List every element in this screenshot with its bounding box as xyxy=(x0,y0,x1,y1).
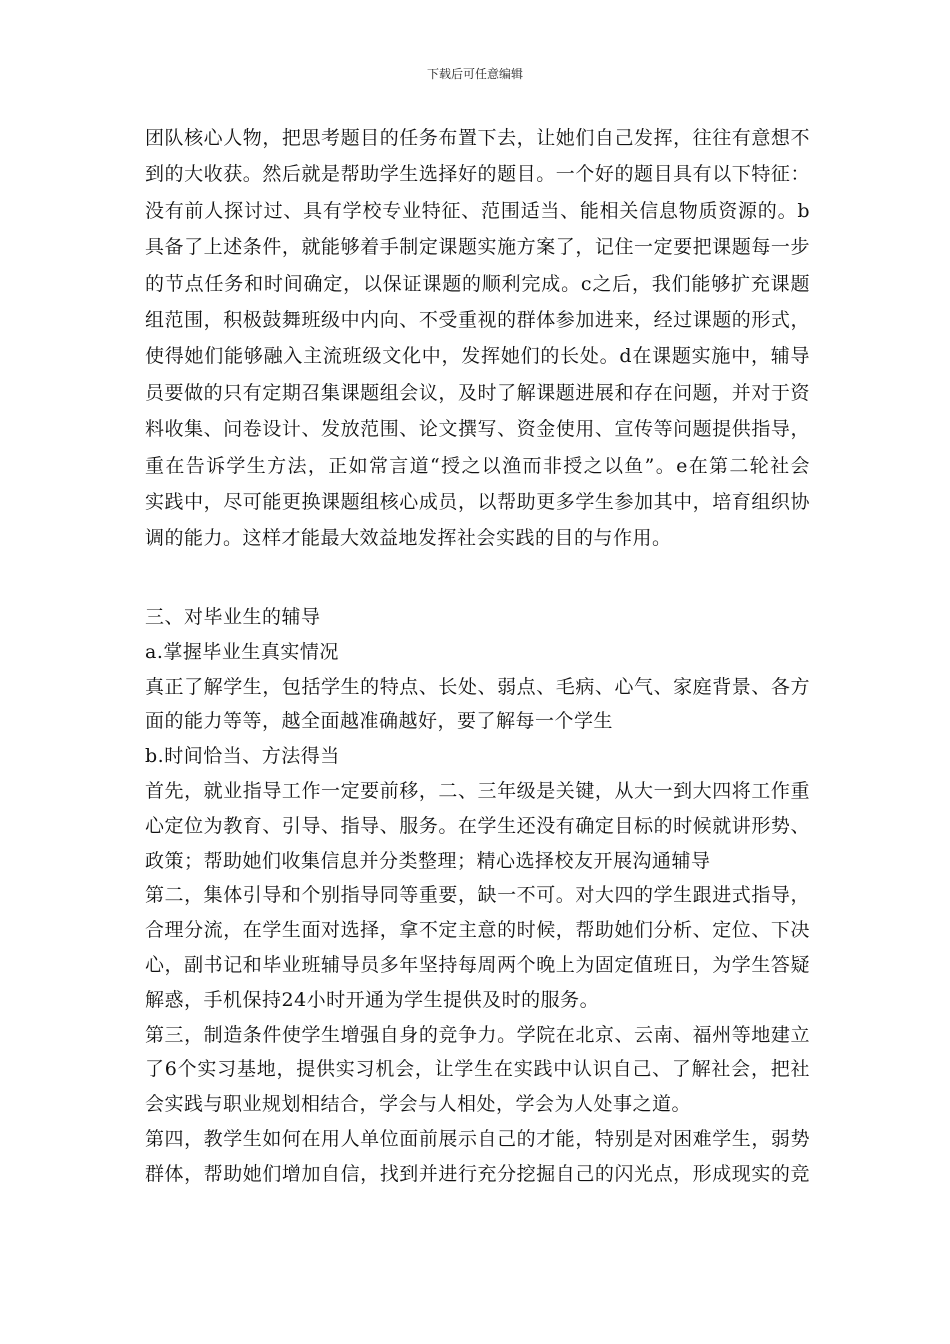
text-line: 真正了解学生，包括学生的特点、长处、弱点、毛病、心气、家庭背景、各方 xyxy=(145,675,810,698)
section-graduate-guidance xyxy=(145,600,810,1192)
text-line: 员要做的只有定期召集课题组会议，及时了解课题进展和存在问题，并对于资 xyxy=(145,381,810,404)
text-line: 心，副书记和毕业班辅导员多年坚持每周两个晚上为固定值班日，为学生答疑 xyxy=(145,953,810,976)
text-line: 料收集、问卷设计、发放范围、论文撰写、资金使用、宣传等问题提供指导， xyxy=(145,418,810,441)
text-line: 组范围，积极鼓舞班级中内向、不受重视的群体参加进来，经过课题的形式， xyxy=(145,308,810,331)
text-line: 心定位为教育、引导、指导、服务。在学生还没有确定目标的时候就讲形势、 xyxy=(145,814,810,837)
text-line: 到的大收获。然后就是帮助学生选择好的题目。一个好的题目具有以下特征： xyxy=(145,163,810,186)
text-line: 具备了上述条件，就能够着手制定课题实施方案了，记住一定要把课题每一步 xyxy=(145,236,810,259)
text-line: 实践中，尽可能更换课题组核心成员，以帮助更多学生参加其中，培育组织协 xyxy=(145,490,810,513)
text-line: 解惑，手机保持24小时开通为学生提供及时的服务。 xyxy=(145,988,600,1011)
text-line: 没有前人探讨过、具有学校专业特征、范围适当、能相关信息物质资源的。b xyxy=(145,199,810,222)
section-heading: 三、对毕业生的辅导 xyxy=(145,606,321,628)
text-line: 会实践与职业规划相结合，学会与人相处，学会为人处事之道。 xyxy=(145,1093,692,1116)
subheading: a.掌握毕业生真实情况 xyxy=(145,640,339,663)
text-line: 的节点任务和时间确定，以保证课题的顺利完成。c之后，我们能够扩充课题 xyxy=(145,272,810,295)
text-line: 使得她们能够融入主流班级文化中，发挥她们的长处。d在课题实施中，辅导 xyxy=(145,345,810,368)
paragraph-1 xyxy=(145,120,810,557)
subheading: b.时间恰当、方法得当 xyxy=(145,745,340,768)
text-line: 第三，制造条件使学生增强自身的竞争力。学院在北京、云南、福州等地建立 xyxy=(145,1023,810,1046)
text-line: 首先，就业指导工作一定要前移，二、三年级是关键，从大一到大四将工作重 xyxy=(145,779,810,802)
header-note: 下载后可任意编辑 xyxy=(426,67,523,81)
text-line: 调的能力。这样才能最大效益地发挥社会实践的目的与作用。 xyxy=(145,527,672,550)
text-line: 面的能力等等，越全面越准确越好，要了解每一个学生 xyxy=(145,710,614,733)
text-line: 了6个实习基地，提供实习机会，让学生在实践中认识自己、了解社会，把社 xyxy=(145,1058,810,1081)
text-line: 第二，集体引导和个别指导同等重要，缺一不可。对大四的学生跟进式指导， xyxy=(145,884,810,907)
text-line: 政策；帮助她们收集信息并分类整理；精心选择校友开展沟通辅导 xyxy=(145,849,711,872)
text-line: 团队核心人物，把思考题目的任务布置下去，让她们自己发挥，往往有意想不 xyxy=(145,127,810,149)
text-line: 重在告诉学生方法，正如常言道“授之以渔而非授之以鱼”。e在第二轮社会 xyxy=(145,454,810,477)
text-line: 群体，帮助她们增加自信，找到并进行充分挖掘自己的闪光点，形成现实的竞 xyxy=(145,1162,810,1185)
text-line: 第四，教学生如何在用人单位面前展示自己的才能，特别是对困难学生，弱势 xyxy=(145,1127,810,1150)
text-line: 合理分流，在学生面对选择，拿不定主意的时候，帮助她们分析、定位、下决 xyxy=(145,919,810,942)
